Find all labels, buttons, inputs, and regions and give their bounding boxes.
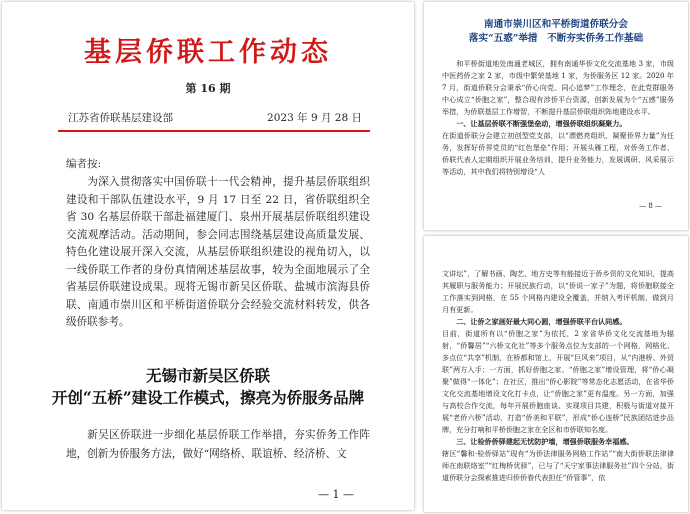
issue-number: 第 16 期 [185,82,231,95]
right-article-title-line2: 落实“五惑”举措 不断夯实侨务工作基础 [468,33,644,44]
article-title-line2: 开创“五桥”建设工作模式，擦亮为侨服务品牌 [51,388,365,407]
right-top-document-page [424,2,688,230]
right-top-body [442,58,674,178]
intro-paragraph: 和平桥街道地处南通老城区，拥有南通华侨文化交流基地 3 家，市级中医药侨之家 2 家，市级中繁荣基地 1 家，为侨服务区 12 家。2020 年 7 月，街道侨联分会秉承“侨心向党、同心追梦”工作理念，在此党群服务中心成立“侨胞之家”，整合现有涉侨平台资源，创新发展为个“五感”服务举措，为侨联基层工作增智，不断提升基层侨联组织阵地建设水平。 [442,59,674,116]
page-number-right: — 8 — [639,202,662,210]
editor-note-label: 编者按: [66,158,102,170]
section2-text: 目前，街道所有以“侨胞之家”为依托，2 家省华侨文化交流基地为辐射，“侨馨居”“六桥文化社”等多个服务点位为支部的一个网格，网格化、多点位“共享”机制，在桥都和馆上，开展“巨风来”项目，从“内港桥、外贸联”两方入手；一方面，抓好侨胞之家、“侨胞之家”增设管理，将“侨心凝聚”做得“一体化”；在社区，推出“侨心影院”等常态化志愿活动，在省华侨文化交流基地增设文化打卡点，让“侨胞之家”更有温度。另一方面，加强与高校合作交流，每年开展侨胞座谈、实现项目共建，积极与街道对接开展“老侨六桥”活动，打造“侨美和平联”，形成“侨心连桥”民族团结进步品牌，充分打响和平桥侨胞之家在全区和市侨联知名度。 [442,329,674,434]
masthead-title: 基层侨联工作动态 [84,37,332,68]
red-divider [58,130,370,132]
continued-text: 文讲坛”，了解书画、陶艺、地方史等有能接近于侨乡资的文化知识，提高其履职与服务能力；开展民族行动，以“侨说一家子”为题，将侨胞联接全工作落实到网格，在 55 个网格内建设全覆盖，并纳入考评机制，做到月月有更新。 [442,269,674,314]
right-bottom-body [442,268,674,484]
page-number-left: — 1 — [318,488,354,501]
publisher-name: 江苏省侨联基层建设部 [68,112,173,124]
section3-heading: 三、让检侨侨驿建起无忧防护墙，增强侨联服务幸福感。 [456,437,634,446]
publish-date: 2023 年 9 月 28 日 [267,112,362,124]
section2-heading: 二、让侨之家画好最大同心圆，增强侨联平台认同感。 [456,317,627,326]
right-article-title-line1: 南通市崇川区和平桥街道侨联分会 [484,19,628,30]
right-bottom-document-page [424,236,688,512]
section1-heading: 一、让基层侨联不断强堡垒动，增强侨联组织凝聚力。 [456,119,627,128]
article-title-line1: 无锡市新吴区侨联 [145,366,270,385]
editor-note-text: 为深入贯彻落实中国侨联十一代会精神，提升基层侨联组织建设和干部队伍建设水平，9 月 17 日至 22 日，省侨联组织全省 30 名基层侨联干部赴福建厦门、泉州开展基层侨联组织建设交流观摩活动。活动期间，参会同志围绕基层建设高质量发展、特色化建设展开深入交流，从基层侨联组织建设的视角切入，以一线侨联工作者的身份真情阐述基层故事，较为全面地展示了全省基层侨联建设成果。现将无锡市新吴区侨联、盐城市滨海县侨联、南通市崇川区和平桥街道侨联分会经验交流材料转发，供各级侨联参考。 [66,176,370,328]
left-document-page [2,2,414,510]
article-paragraph: 新吴区侨联进一步细化基层侨联工作举措，夯实侨务工作阵地，创新为侨服务方法，做好“网络桥、联谊桥、经济桥、文 [66,429,370,460]
section1-text: 在街道侨联分会建立初创型党支部，以“漂燃亮组织、凝聚侨界力量”为任务，发挥好侨界党员的“红色堡垒”作用；开展头雁工程，对侨务工作者、侨联代表人定期组织开展业务培训，提升业务能力，发展调研、风采展示等活动，其中我们将特别增设“人 [442,131,674,176]
section3-text: 辖区“馨和·检侨驿站”现有“为侨法律服务网格工作站”“南大街侨联法律律师在南联络室”“红梅桥优驿”，已与了“天宁家事法律服务社”四个分站，街道侨联分会探索推进归侨侨眷代表担任“侨管事”，依 [442,449,674,482]
